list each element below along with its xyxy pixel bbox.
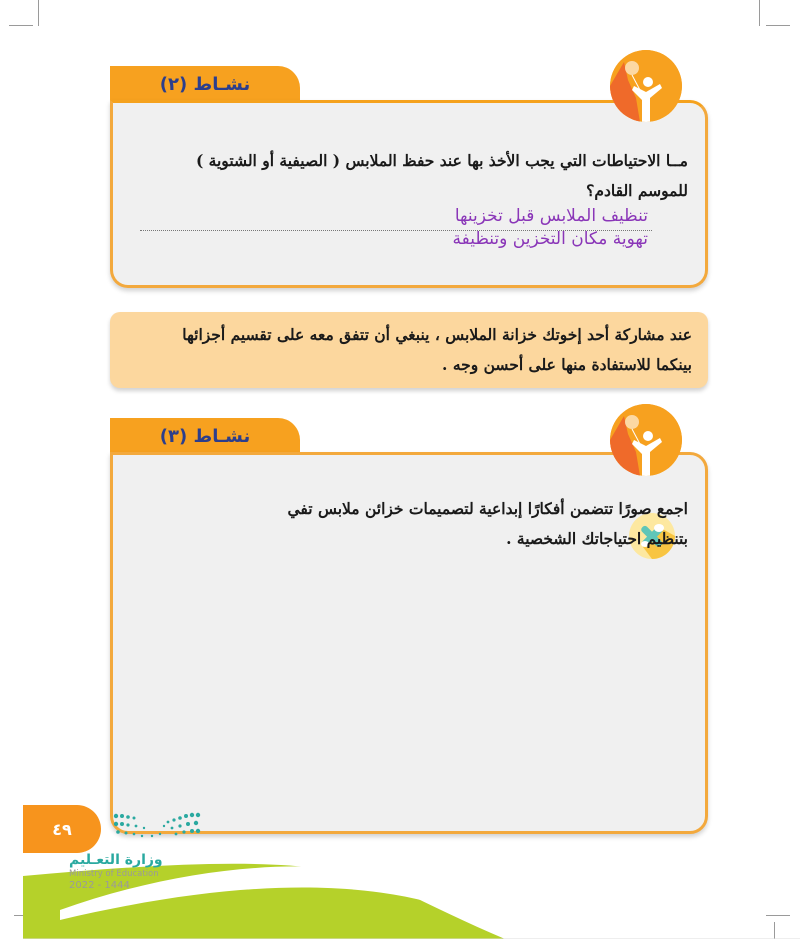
crop-mark xyxy=(766,25,790,26)
crop-mark xyxy=(759,0,760,26)
answer-line[interactable]: تهوية مكان التخزين وتنظيفة xyxy=(452,229,648,249)
activity-icon xyxy=(610,404,682,476)
tip-note-line1: عند مشاركة أحد إخوتك خزانة الملابس ، ينبغي أن تتفق معه على تقسيم أجزائها xyxy=(182,325,692,344)
edition-year: 2022 - 1444 xyxy=(69,880,130,891)
tip-note-line2: بينكما للاستفادة منها على أحسن وجه . xyxy=(442,355,692,374)
child-balloon-icon xyxy=(610,50,682,122)
activity-3-question-line1: اجمع صورًا تتضمن أفكارًا إبداعية لتصميمات خزائن ملابس تفي xyxy=(287,499,688,518)
activity-2-question-line1: مــا الاحتياطات التي يجب الأخذ بها عند حفظ الملابس ( الصيفية أو الشتوية ) xyxy=(195,151,688,170)
ministry-name-arabic: وزارة التعـليم xyxy=(69,852,163,868)
ministry-name-english: Ministry of Education xyxy=(69,869,159,879)
activity-2-tab xyxy=(110,66,300,102)
activity-2-question-line2: للموسم القادم؟ xyxy=(586,181,688,200)
activity-3-title: نشـاط (٣) xyxy=(159,425,251,447)
answer-line[interactable]: تنظيف الملابس قبل تخزينها xyxy=(454,206,648,226)
activity-2-title: نشـاط (٢) xyxy=(159,73,251,95)
ministry-logo-dots xyxy=(112,812,202,842)
page-number xyxy=(23,805,101,853)
child-balloon-icon xyxy=(610,404,682,476)
tip-note xyxy=(110,312,708,388)
page-number-text: ٤٩ xyxy=(52,819,72,839)
crop-mark xyxy=(38,0,39,26)
activity-3-tab xyxy=(110,418,300,454)
activity-3-question-line2: بتنظيم احتياجاتك الشخصية . xyxy=(506,529,688,548)
crop-mark xyxy=(9,25,33,26)
activity-icon xyxy=(610,50,682,122)
